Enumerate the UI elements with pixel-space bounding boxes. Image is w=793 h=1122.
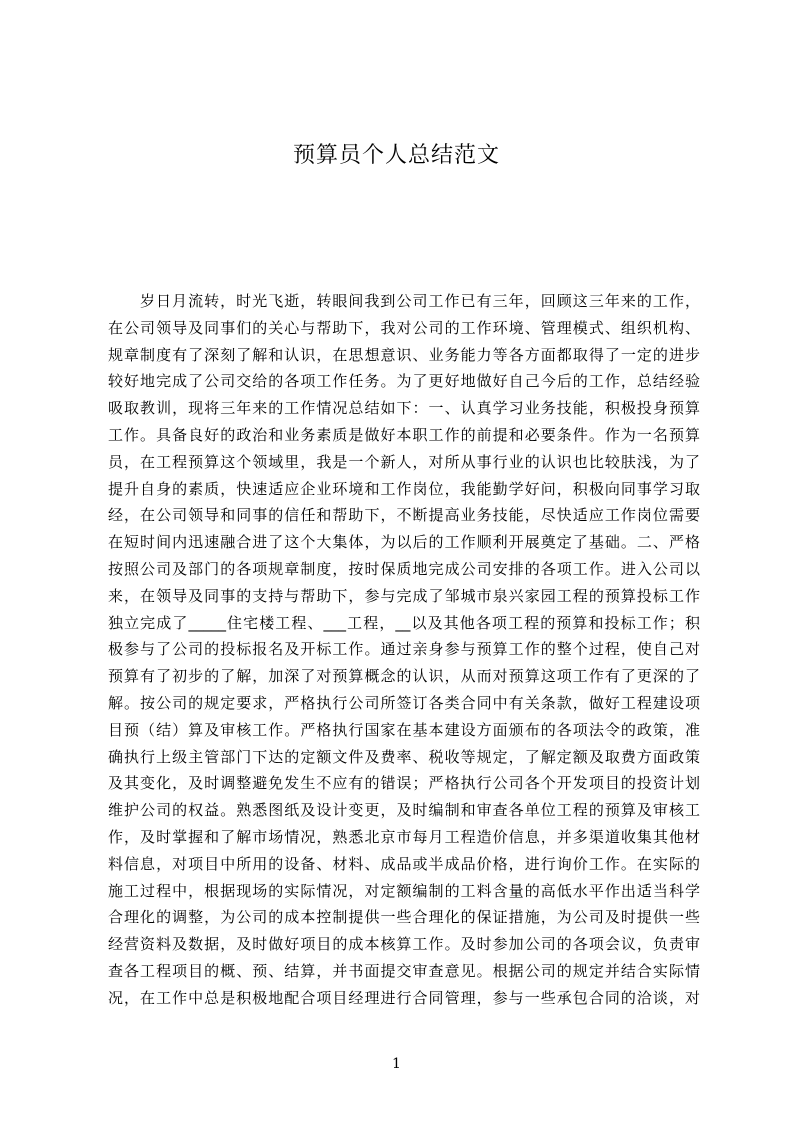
body-line: 作，及时掌握和了解市场情况，熟悉北京市每月工程造价信息，并多渠道收集其他材 <box>108 827 700 846</box>
body-line: 按照公司及部门的各项规章制度，按时保质地完成公司安排的各项工作。进入公司以 <box>108 559 700 578</box>
body-line: 员，在工程预算这个领域里，我是一个新人，对所从事行业的认识也比较肤浅，为了 <box>108 452 700 471</box>
body-line: 及其变化，及时调整避免发生不应有的错误；严格执行公司各个开发项目的投资计划 <box>108 774 700 793</box>
body-line: 独立完成了_____住宅楼工程、___工程，__以及其他各项工程的预算和投标工作；积 <box>108 613 700 632</box>
body-line: 提升自身的素质，快速适应企业环境和工作岗位，我能勤学好问，积极向同事学习取 <box>108 479 700 498</box>
body-line: 经营资料及数据，及时做好项目的成本核算工作。及时参加公司的各项会议，负责审 <box>108 935 700 954</box>
body-line: 在短时间内迅速融合进了这个大集体，为以后的工作顺利开展奠定了基础。二、严格 <box>108 533 700 552</box>
body-line: 解。按公司的规定要求，严格执行公司所签订各类合同中有关条款，做好工程建设项 <box>108 693 700 712</box>
body-line: 在公司领导及同事们的关心与帮助下，我对公司的工作环境、管理模式、组织机构、 <box>108 318 700 337</box>
body-line: 经，在公司领导和同事的信任和帮助下，不断提高业务技能，尽快适应工作岗位需要 <box>108 506 700 525</box>
body-text <box>108 288 700 1012</box>
body-line: 施工过程中，根据现场的实际情况，对定额编制的工料含量的高低水平作出适当科学 <box>108 881 700 900</box>
body-line: 来，在领导及同事的支持与帮助下，参与完成了邹城市泉兴家园工程的预算投标工作 <box>108 586 700 605</box>
document-title: 预算员个人总结范文 <box>292 143 500 168</box>
body-line: 料信息，对项目中所用的设备、材料、成品或半成品价格，进行询价工作。在实际的 <box>108 854 700 873</box>
body-line: 目预（结）算及审核工作。严格执行国家在基本建设方面颁布的各项法令的政策，准 <box>108 720 700 739</box>
body-line: 查各工程项目的概、预、结算，并书面提交审查意见。根据公司的规定并结合实际情 <box>108 961 700 980</box>
body-line: 吸取教训，现将三年来的工作情况总结如下：一、认真学习业务技能，积极投身预算 <box>108 399 700 418</box>
body-line: 况，在工作中总是积极地配合项目经理进行合同管理，参与一些承包合同的洽谈，对 <box>108 988 700 1007</box>
body-line: 工作。具备良好的政治和业务素质是做好本职工作的前提和必要条件。作为一名预算 <box>108 425 700 444</box>
body-line: 规章制度有了深刻了解和认识，在思想意识、业务能力等各方面都取得了一定的进步 <box>108 345 700 364</box>
body-line: 确执行上级主管部门下达的定额文件及费率、税收等规定，了解定额及取费方面政策 <box>108 747 700 766</box>
body-line: 极参与了公司的投标报名及开标工作。通过亲身参与预算工作的整个过程，使自己对 <box>108 640 700 659</box>
body-line: 岁日月流转，时光飞逝，转眼间我到公司工作已有三年，回顾这三年来的工作， <box>140 292 700 310</box>
body-line: 合理化的调整，为公司的成本控制提供一些合理化的保证措施，为公司及时提供一些 <box>108 908 700 927</box>
body-line: 预算有了初步的了解，加深了对预算概念的认识，从而对预算这项工作有了更深的了 <box>108 667 700 686</box>
page-number: 1 <box>392 1056 401 1072</box>
body-line: 维护公司的权益。熟悉图纸及设计变更，及时编制和审查各单位工程的预算及审核工 <box>108 801 700 820</box>
body-line: 较好地完成了公司交给的各项工作任务。为了更好地做好自己今后的工作，总结经验 <box>108 372 700 391</box>
